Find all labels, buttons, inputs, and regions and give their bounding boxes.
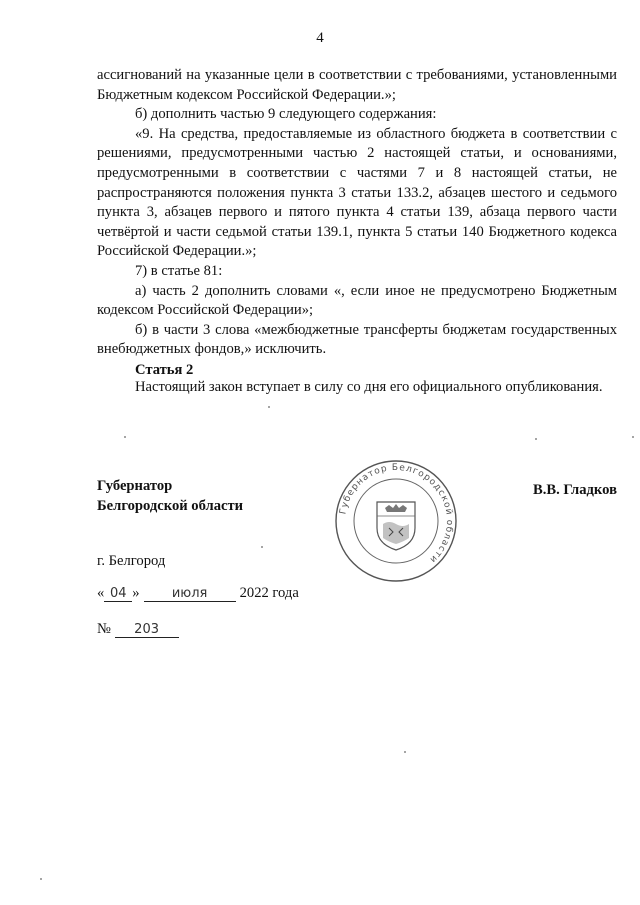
scan-speck (268, 406, 270, 408)
paragraph: б) в части 3 слова «межбюджетные трансферты бюджетам государственных внебюджетных фондов,» исключить. (97, 321, 617, 358)
paragraph: «9. На средства, предоставляемые из областного бюджета в соответствии с решениями, предусмотренными частью 2 настоящей статьи, и основаниями, предусмотренными в соответствии с частями 7 и 8 настоящей статьи, не распространяются положения пункта 3 статьи 133.2, абзацев шестого и седьмого пункта 3, абзацев первого и пятого пункта 4 статьи 139, абзаца первого части четвёртой и части седьмой статьи 139.1, пункта 5 статьи 140 Бюджетного кодекса Российской Федерации.»; (97, 125, 617, 260)
city: г. Белгород (97, 553, 166, 569)
scan-speck (40, 878, 42, 880)
seal-text: Губернатор Белгородской области (338, 462, 455, 565)
article-text (97, 378, 617, 398)
date-open-quote: « (97, 585, 105, 601)
scan-speck (535, 438, 537, 440)
paragraph: б) дополнить частью 9 следующего содержания: (135, 106, 437, 123)
scan-speck (261, 546, 263, 548)
document-body (97, 66, 617, 360)
scan-speck (124, 436, 126, 438)
date-month: июля (144, 586, 236, 602)
document-number (97, 621, 179, 638)
scan-speck (404, 751, 406, 753)
signatory-title-line1: Губернатор (97, 478, 173, 494)
signatory-title-line2: Белгородской области (97, 497, 244, 514)
coat-of-arms-icon (377, 502, 415, 550)
page-number: 4 (316, 30, 324, 46)
scan-speck (632, 436, 634, 438)
signing-date (97, 585, 299, 602)
number-sign: № (97, 621, 111, 637)
paragraph: ассигнований на указанные цели в соответствии с требованиями, установленными Бюджетным кодексом Российской Федерации.»; (97, 67, 617, 103)
date-close-quote: » (132, 585, 140, 601)
number-value: 203 (115, 622, 179, 638)
signatory-name: В.В. Гладков (533, 482, 617, 498)
article-text-content: Настоящий закон вступает в силу со дня его официального опубликования. (135, 379, 603, 395)
official-seal (333, 458, 459, 584)
article-heading: Статья 2 (135, 362, 194, 378)
paragraph: 7) в статье 81: (135, 262, 223, 279)
date-year: 2022 года (239, 585, 299, 601)
signatory-title (97, 477, 243, 516)
paragraph: а) часть 2 дополнить словами «, если иное не предусмотрено Бюджетным кодексом Российской Федерации»; (97, 282, 617, 319)
date-day: 04 (104, 586, 132, 602)
